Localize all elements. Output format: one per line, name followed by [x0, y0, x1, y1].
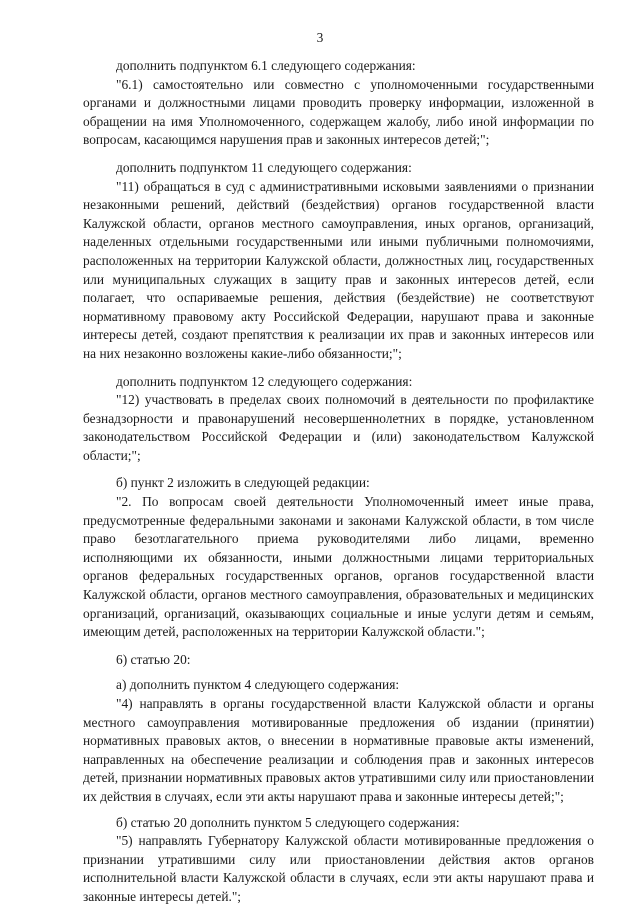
paragraph: 6) статью 20:: [116, 651, 191, 667]
page-number: 3: [316, 30, 324, 45]
paragraph: "11) обращаться в суд с административными исковыми заявлениями о признании незаконными решений, действий (бездействия) органов государственной власти Калужской области, органов местного самоуправления, иных органов, организаций, наделенных отдельными государственными или иными публичными полномочиями, расположенных на территории Калужской области, должностных лиц, государственных или муниципальных служащих в защиту прав и законных интересов детей, если полагает, что оспариваемые решения, действия (бездействие) не соответствуют нормативному правовому акту Российской Федерации, нарушают права и законные интересы детей, создают препятствия к реализации их прав и законных интересов или на них незаконно возложены какие-либо обязанности;";: [83, 178, 594, 361]
paragraph: "2. По вопросам своей деятельности Уполномоченный имеет иные права, предусмотренные федеральными законами и законами Калужской области, в том числе право безотлагательного приема руководителями либо лицами, временно исполняющими их обязанности, иными должностными лицами территориальных органов федеральных государственных органов, органов государственной власти Калужской области, органов местного самоуправления, образовательных и медицинских организаций, организаций, оказывающих социальные и иные услуги детям и семьям, имеющим детей, расположенных на территории Калужской области.";: [83, 494, 594, 640]
paragraph: а) дополнить пунктом 4 следующего содержания:: [116, 677, 400, 693]
paragraph: дополнить подпунктом 6.1 следующего содержания:: [116, 58, 416, 73]
paragraph: "4) направлять в органы государственной власти Калужской области и органы местного самоуправления мотивированные предложения об издании (принятии) нормативных правовых актов, о внесении в нормативные правовые акты изменений, направленных на обеспечение реализации и соблюдения прав и законных интересов детей, признании нормативных правовых актов утратившими силу или приостановлении их действия в случаях, если эти акты нарушают права и законные интересы детей;";: [83, 696, 594, 804]
paragraph: "5) направлять Губернатору Калужской области мотивированные предложения о признании утратившими силу или приостановлении действия актов органов исполнительной власти Калужской области в случаях, если эти акты нарушают права и законные интересы детей.";: [83, 833, 594, 904]
paragraph: "12) участвовать в пределах своих полномочий в деятельности по профилактике безнадзорности и правонарушений несовершеннолетних в порядке, установленном законодательством Российской Федерации и (или) законодательством Калужской области;";: [83, 392, 594, 463]
document-body: [83, 57, 594, 907]
paragraph: б) пункт 2 изложить в следующей редакции:: [116, 475, 370, 491]
paragraph: дополнить подпунктом 12 следующего содержания:: [116, 373, 413, 389]
paragraph: б) статью 20 дополнить пунктом 5 следующего содержания:: [116, 814, 460, 830]
paragraph: дополнить подпунктом 11 следующего содержания:: [116, 159, 412, 175]
paragraph: "6.1) самостоятельно или совместно с уполномоченными государственными органами и должностными лицами проводить проверку информации, изложенной в обращении на имя Уполномоченного, содержащем жалобу, либо иной информации по вопросам, касающимся нарушения прав и законных интересов детей;";: [83, 76, 594, 148]
